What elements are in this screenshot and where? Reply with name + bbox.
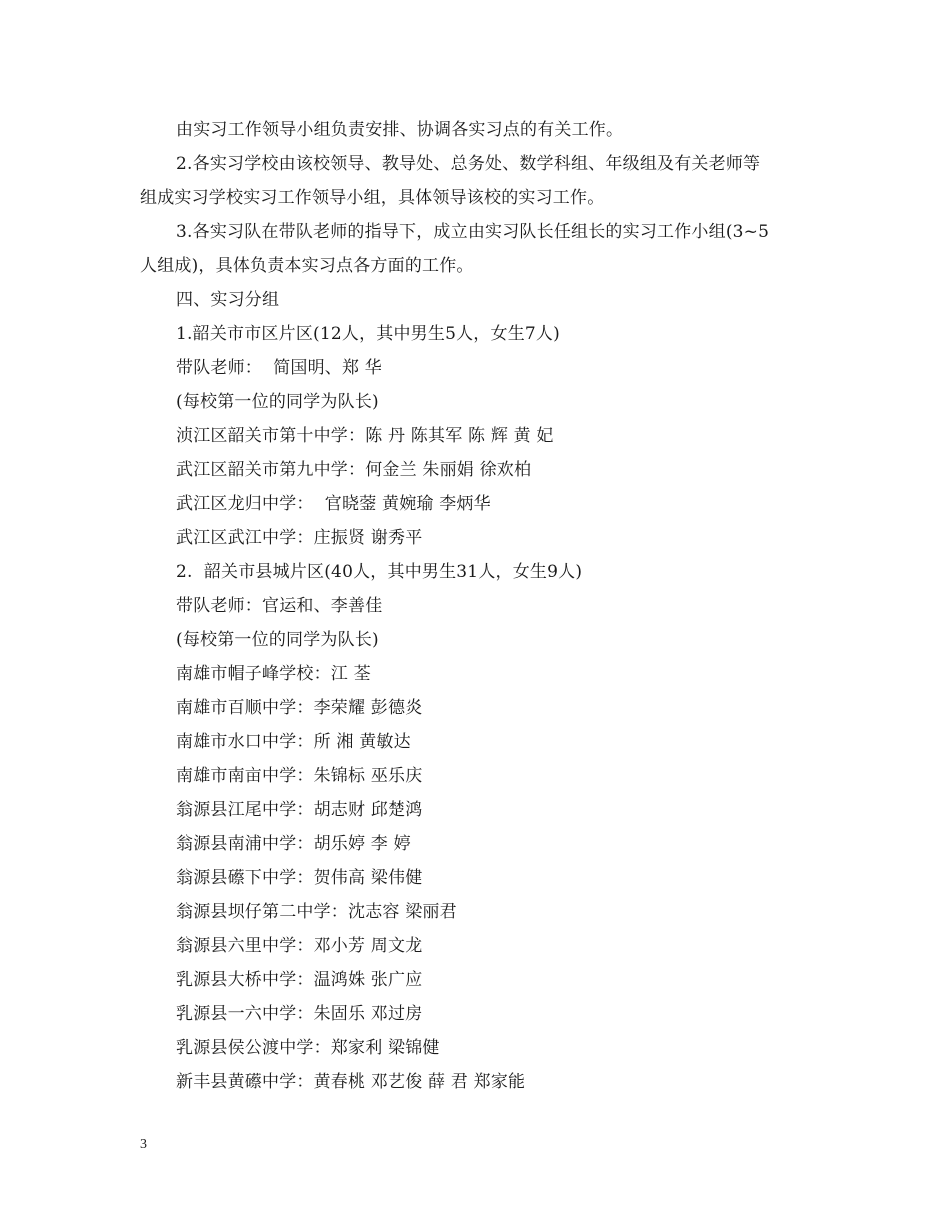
group-heading: 2. 韶关市县城片区(40人，其中男生31人，女生9人) [176,562,583,582]
school-line: 乳源县侯公渡中学：郑家利 梁锦健 [176,1038,440,1058]
school-line: 翁源县六里中学：邓小芳 周文龙 [176,936,423,956]
school-line: 武江区韶关市第九中学：何金兰 朱丽娟 徐欢柏 [176,460,532,480]
school-line: 武江区龙归中学： 官晓蓥 黄婉瑜 李炳华 [176,494,491,514]
paragraph-line: 3.各实习队在带队老师的指导下，成立由实习队长任组长的实习工作小组(3~5 [176,222,770,242]
school-line: 南雄市南亩中学：朱锦标 巫乐庆 [176,766,423,786]
teacher-line: 带队老师： 简国明、郑 华 [176,358,383,378]
teacher-line: 带队老师：官运和、李善佳 [176,596,383,616]
school-line: 翁源县坝仔第二中学：沈志容 梁丽君 [176,902,457,922]
section-heading: 四、实习分组 [176,290,280,310]
group-heading: 1.韶关市市区片区(12人，其中男生5人，女生7人) [176,324,560,344]
school-line: 武江区武江中学：庄振贤 谢秀平 [176,528,423,548]
school-line: 乳源县一六中学：朱固乐 邓过房 [176,1004,423,1024]
school-line: 新丰县黄礤中学：黄春桃 邓艺俊 薛 君 郑家能 [176,1072,526,1092]
school-line: 翁源县礤下中学：贺伟高 梁伟健 [176,868,423,888]
note-line: (每校第一位的同学为队长) [176,392,379,412]
school-line: 浈江区韶关市第十中学：陈 丹 陈其军 陈 辉 黄 妃 [176,426,554,446]
school-line: 南雄市帽子峰学校：江 荃 [176,664,371,684]
page-number: 3 [140,1137,147,1152]
paragraph-line: 人组成)，具体负责本实习点各方面的工作。 [140,256,474,276]
school-line: 乳源县大桥中学：温鸿姝 张广应 [176,970,423,990]
school-line: 南雄市百顺中学：李荣耀 彭德炎 [176,698,423,718]
paragraph-line: 由实习工作领导小组负责安排、协调各实习点的有关工作。 [176,120,624,140]
school-line: 南雄市水口中学：所 湘 黄敏达 [176,732,411,752]
note-line: (每校第一位的同学为队长) [176,630,379,650]
school-line: 翁源县江尾中学：胡志财 邱楚鸿 [176,800,423,820]
school-line: 翁源县南浦中学：胡乐婷 李 婷 [176,834,411,854]
paragraph-line: 2.各实习学校由该校领导、教导处、总务处、数学科组、年级组及有关老师等 [176,154,761,174]
paragraph-line: 组成实习学校实习工作领导小组，具体领导该校的实习工作。 [140,188,605,208]
